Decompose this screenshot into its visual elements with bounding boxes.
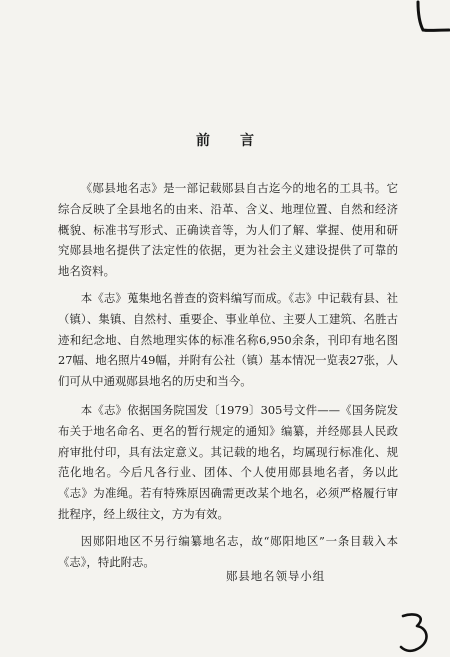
- page-title: 前言: [196, 133, 284, 149]
- corner-pen-mark: [404, 0, 450, 38]
- paragraph-4: 因郧阳地区不另行编纂地名志，故“郧阳地区”一条目载入本《志》，特此附志。: [58, 533, 398, 569]
- paragraph-3: 本《志》依据国务院国发〔1979〕305号文件——《国务院发布关于地名命名、更名的暂行规定的通知》编纂，并经郧县人民政府审批付印，具有法定意义。其记载的地名，均属现行标准化、规范化地名。今后凡各行业、团体、个人使用郧县地名者，务以此《志》为准绳。若有特殊原因确需更改某个地名，必须严格履行审批程序，经上级往文，方为有效。: [58, 402, 398, 521]
- paragraph-2: 本《志》蒐集地名普查的资料编写而成。《志》中记载有县、社（镇）、集镇、自然村、重要企、事业单位、主要人工建筑、名胜古迹和纪念地、自然地理实体的标准名称6,950余条，刊印有地名图27幅、地名照片49幅，并附有公社（镇）基本情况一览表27张，人们可从中通观郧县地名的历史和当今。: [58, 290, 398, 389]
- preface-body: [58, 178, 398, 578]
- signature-line: 郧县地名领导小组: [226, 569, 326, 583]
- paragraph-1: 《郧县地名志》是一部记载郧县自古迄今的地名的工具书。它综合反映了全县地名的由来、沿革、含义、地理位置、自然和经济概貌、标准书写形式、正确读音等，为人们了解、掌握、使用和研究郧县地名提供了法定性的依据，更为社会主义建设提供了可靠的地名资料。: [58, 181, 398, 279]
- handwritten-page-number: [395, 610, 435, 654]
